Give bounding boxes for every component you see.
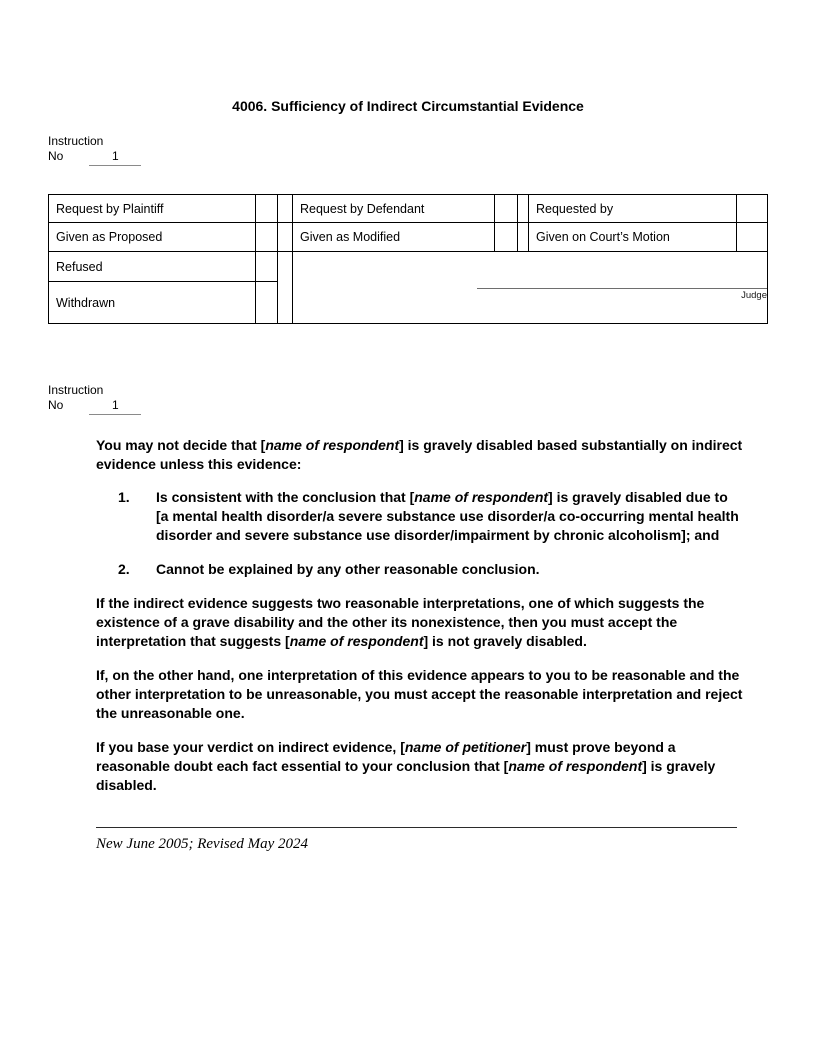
cell-given-as-modified: Given as Modified xyxy=(293,223,495,252)
instruction-number-block-body xyxy=(48,383,816,415)
checkbox-given-on-courts-motion[interactable] xyxy=(737,223,768,252)
checkbox-requested-by[interactable] xyxy=(737,195,768,223)
checkbox-request-by-plaintiff[interactable] xyxy=(256,195,278,223)
list-item-text: Is consistent with the conclusion that [name of respondent] is gravely disabled due to [a mental health disorder/a severe substance use disorder/a co-occurring mental health disorder and severe substance use disorder/impairment by chronic alcoholism]; and xyxy=(156,489,739,543)
page-title: 4006. Sufficiency of Indirect Circumstantial Evidence xyxy=(232,98,584,114)
body-paragraph-3: If you base your verdict on indirect evidence, [name of petitioner] must prove beyond a reasonable doubt each fact essential to your conclusion that [name of respondent] is gravely disabled. xyxy=(96,739,716,793)
list-item-2 xyxy=(96,560,744,579)
instruction-label: Instruction xyxy=(48,383,104,397)
intro-paragraph: You may not decide that [name of respondent] is gravely disabled based substantially on indirect evidence unless this evidence: xyxy=(96,437,743,472)
checkbox-refused[interactable] xyxy=(256,252,278,282)
cell-given-as-proposed: Given as Proposed xyxy=(49,223,256,252)
footer-divider xyxy=(96,827,737,828)
list-item-1 xyxy=(96,488,744,544)
cell-given-on-courts-motion: Given on Court’s Motion xyxy=(529,223,737,252)
revision-history: New June 2005; Revised May 2024 xyxy=(96,835,309,852)
instruction-no-label: No xyxy=(48,149,64,163)
instruction-label: Instruction xyxy=(48,134,104,148)
list-number: 2. xyxy=(118,560,130,577)
cell-withdrawn: Withdrawn xyxy=(49,282,256,324)
table-spacer-cell xyxy=(278,252,293,324)
checkbox-withdrawn[interactable] xyxy=(256,282,278,324)
instruction-no-field[interactable]: 1 xyxy=(89,398,141,415)
instruction-no-label: No xyxy=(48,398,64,412)
cell-requested-by: Requested by xyxy=(529,195,737,223)
cell-refused: Refused xyxy=(49,252,256,282)
judge-signature-cell xyxy=(293,252,768,324)
table-spacer-cell xyxy=(278,223,293,252)
instruction-disposition-table xyxy=(48,194,768,324)
instruction-number-block-top xyxy=(48,134,816,166)
judge-signature-line[interactable] xyxy=(477,274,767,288)
checkbox-request-by-defendant[interactable] xyxy=(495,195,518,223)
checkbox-given-as-modified[interactable] xyxy=(495,223,518,252)
table-spacer-cell xyxy=(518,223,529,252)
list-item-text: Cannot be explained by any other reasonable conclusion. xyxy=(156,560,540,577)
cell-request-by-defendant: Request by Defendant xyxy=(293,195,495,223)
table-spacer-cell xyxy=(518,195,529,223)
body-paragraph-1: If the indirect evidence suggests two reasonable interpretations, one of which suggests the existence of a grave disability and the other its nonexistence, then you must accept the interpretation that suggests [name of respondent] is not gravely disabled. xyxy=(96,595,705,649)
checkbox-given-as-proposed[interactable] xyxy=(256,223,278,252)
table-spacer-cell xyxy=(278,195,293,223)
list-number: 1. xyxy=(118,489,130,506)
cell-request-by-plaintiff: Request by Plaintiff xyxy=(49,195,256,223)
instruction-no-field[interactable]: 1 xyxy=(89,149,141,166)
judge-label: Judge xyxy=(477,288,767,302)
instruction-text xyxy=(96,436,744,795)
body-paragraph-2: If, on the other hand, one interpretation of this evidence appears to you to be reasonable and the other interpretation to be unreasonable, you must accept the reasonable interpretation and reject the unreasonable one. xyxy=(96,667,743,721)
